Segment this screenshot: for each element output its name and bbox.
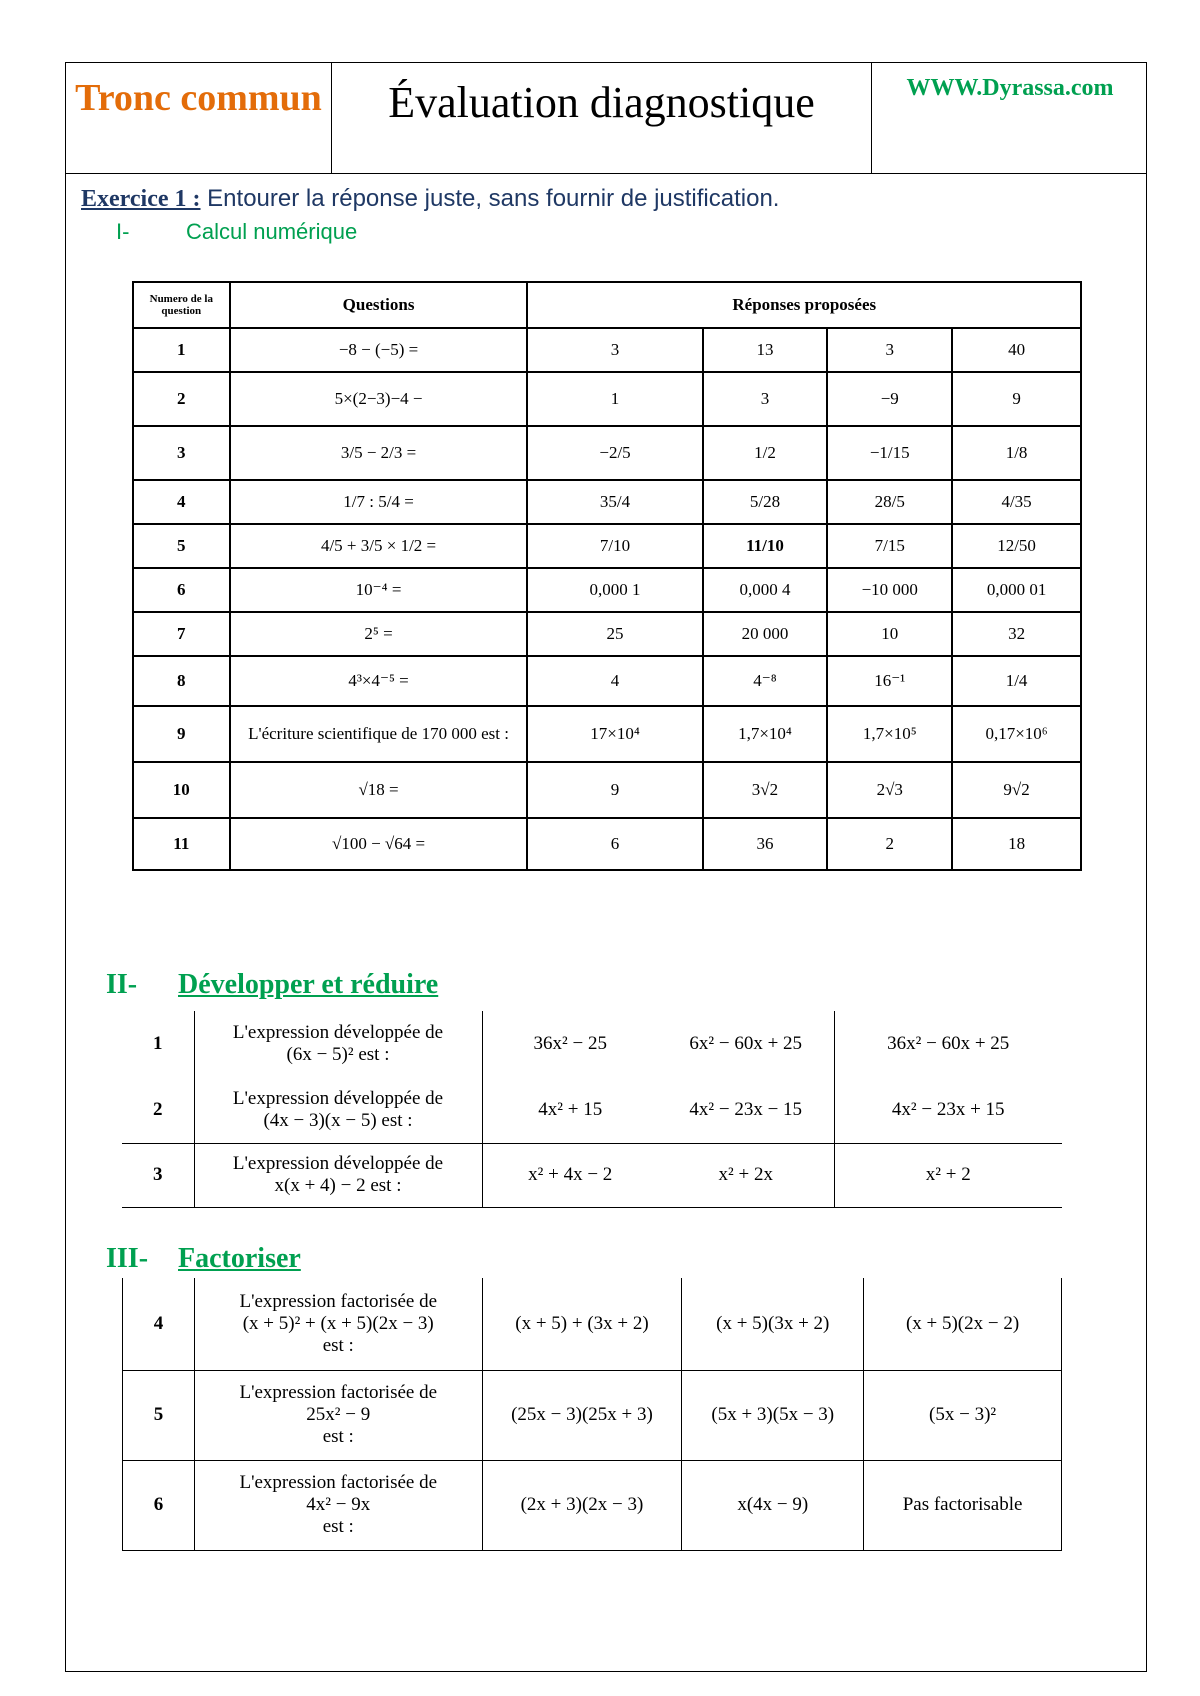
answer-option[interactable]: 18 xyxy=(952,818,1081,870)
answer-option[interactable]: 7/15 xyxy=(827,524,952,568)
answer-option[interactable]: 4x² + 15 xyxy=(482,1077,658,1143)
question-text xyxy=(194,1460,482,1550)
question-text: 4³×4⁻⁵ = xyxy=(230,656,528,706)
question-number: 6 xyxy=(133,568,230,612)
level-label: Tronc commun xyxy=(66,63,332,173)
question-text: √18 = xyxy=(230,762,528,818)
table-row xyxy=(122,1011,1062,1077)
table-row xyxy=(133,612,1081,656)
question-text xyxy=(194,1143,482,1207)
table-row xyxy=(133,426,1081,480)
answer-option[interactable]: −2/5 xyxy=(527,426,702,480)
answer-option[interactable]: Pas factorisable xyxy=(864,1460,1062,1550)
exercise-label: Exercice 1 : xyxy=(81,186,201,212)
answer-option[interactable]: 0,000 1 xyxy=(527,568,702,612)
question-number: 2 xyxy=(153,1098,163,1120)
answer-option[interactable]: 17×10⁴ xyxy=(527,706,702,762)
section2-heading xyxy=(106,969,438,1001)
table-row xyxy=(123,1370,1062,1460)
table-row xyxy=(133,372,1081,426)
answer-option[interactable]: −9 xyxy=(827,372,952,426)
exercise-instruction: Entourer la réponse juste, sans fournir de justification. xyxy=(200,185,780,212)
question-text: 2⁵ = xyxy=(230,612,528,656)
table-row xyxy=(133,818,1081,870)
section3-heading xyxy=(106,1243,301,1275)
answer-option[interactable]: x(4x − 9) xyxy=(682,1460,864,1550)
answer-option[interactable]: 6x² − 60x + 25 xyxy=(689,1033,803,1054)
answer-option[interactable]: 4x² − 23x − 15 xyxy=(689,1098,803,1120)
answer-option[interactable]: 35/4 xyxy=(527,480,702,524)
answer-option[interactable]: 1/4 xyxy=(952,656,1081,706)
answer-option[interactable]: 5/28 xyxy=(703,480,828,524)
answer-option[interactable]: 0,17×10⁶ xyxy=(952,706,1081,762)
answer-option[interactable]: 28/5 xyxy=(827,480,952,524)
question-number: 8 xyxy=(133,656,230,706)
answer-option[interactable]: 3 xyxy=(703,372,828,426)
question-text: L'écriture scientifique de 170 000 est : xyxy=(230,706,528,762)
question-number: 5 xyxy=(123,1370,195,1460)
header-number: Numero de la question xyxy=(133,282,230,328)
question-text: 1/7 : 5/4 = xyxy=(230,480,528,524)
answer-option[interactable]: 36x² − 60x + 25 xyxy=(834,1011,1062,1077)
answer-option[interactable]: 9√2 xyxy=(952,762,1081,818)
answer-option[interactable]: 12/50 xyxy=(952,524,1081,568)
answer-option[interactable]: 1,7×10⁵ xyxy=(827,706,952,762)
site-link[interactable]: WWW.Dyrassa.com xyxy=(906,75,1114,101)
page-header xyxy=(66,63,1146,174)
answer-option[interactable]: 36x² − 25 xyxy=(482,1011,658,1077)
answer-option[interactable]: 10 xyxy=(827,612,952,656)
question-number: 2 xyxy=(133,372,230,426)
section2-number: II- xyxy=(106,969,138,1000)
question-text: 10⁻⁴ = xyxy=(230,568,528,612)
answer-option[interactable]: (2x + 3)(2x − 3) xyxy=(482,1460,682,1550)
answer-option[interactable]: 13 xyxy=(703,328,828,372)
section3-number: III- xyxy=(106,1243,149,1274)
answer-option[interactable]: x² + 2 xyxy=(834,1143,1062,1207)
answer-option[interactable]: 0,000 4 xyxy=(703,568,828,612)
answer-option[interactable]: 3 xyxy=(527,328,702,372)
answer-option[interactable]: (x + 5) + (3x + 2) xyxy=(482,1278,682,1370)
table-row xyxy=(122,1143,1062,1207)
answer-option[interactable]: 7/10 xyxy=(527,524,702,568)
question-text xyxy=(194,1011,482,1077)
question-text xyxy=(194,1278,482,1370)
answer-option[interactable]: (5x + 3)(5x − 3) xyxy=(682,1370,864,1460)
question-number: 1 xyxy=(153,1033,163,1054)
worksheet-page xyxy=(65,62,1147,1672)
section1-title: Calcul numérique xyxy=(186,219,358,244)
answer-option[interactable]: 4⁻⁸ xyxy=(703,656,828,706)
answer-option[interactable]: 32 xyxy=(952,612,1081,656)
answer-option[interactable]: (25x − 3)(25x + 3) xyxy=(482,1370,682,1460)
question-number: 6 xyxy=(123,1460,195,1550)
header-answers: Réponses proposées xyxy=(527,282,1081,328)
answer-option[interactable]: 9 xyxy=(952,372,1081,426)
section1-heading xyxy=(116,219,357,245)
answer-option[interactable]: (5x − 3)² xyxy=(864,1370,1062,1460)
question-line: L'expression factorisée de xyxy=(239,1290,438,1312)
table-row xyxy=(133,480,1081,524)
question-number: 4 xyxy=(123,1278,195,1370)
question-expression: (6x − 5)² est : xyxy=(286,1044,390,1065)
header-questions: Questions xyxy=(230,282,528,328)
answer-option[interactable]: 1,7×10⁴ xyxy=(703,706,828,762)
table-row xyxy=(122,1077,1062,1143)
answer-option[interactable]: 4 xyxy=(527,656,702,706)
table-row xyxy=(133,568,1081,612)
question-text: 5×(2−3)−4 − xyxy=(230,372,528,426)
table-row xyxy=(133,762,1081,818)
answer-option[interactable]: 1/2 xyxy=(703,426,828,480)
question-line: L'expression développée de xyxy=(232,1153,444,1174)
answer-option[interactable]: 40 xyxy=(952,328,1081,372)
answer-option[interactable]: −1/15 xyxy=(827,426,952,480)
question-line: 4x² − 9x xyxy=(306,1494,371,1515)
question-text: −8 − (−5) = xyxy=(230,328,528,372)
table-row xyxy=(133,656,1081,706)
table-row xyxy=(123,1278,1062,1370)
factor-table xyxy=(122,1278,1062,1551)
answer-option[interactable]: 25 xyxy=(527,612,702,656)
answer-option[interactable]: x² + 4x − 2 xyxy=(482,1143,658,1207)
answer-option[interactable]: 4x² − 23x + 15 xyxy=(834,1077,1062,1143)
question-expression: (4x − 3)(x − 5) est : xyxy=(263,1109,413,1131)
question-text: √100 − √64 = xyxy=(230,818,528,870)
answer-option[interactable]: 4/35 xyxy=(952,480,1081,524)
page-title: Évaluation diagnostique xyxy=(332,63,872,173)
answer-option[interactable]: (x + 5)(2x − 2) xyxy=(864,1278,1062,1370)
question-text xyxy=(194,1077,482,1143)
question-line: est : xyxy=(322,1334,354,1356)
answer-option[interactable]: 1/8 xyxy=(952,426,1081,480)
answer-option[interactable]: 11/10 xyxy=(703,524,828,568)
answer-option[interactable]: 3√2 xyxy=(703,762,828,818)
answer-option[interactable]: 20 000 xyxy=(703,612,828,656)
question-number: 4 xyxy=(133,480,230,524)
question-line: L'expression développée de xyxy=(232,1087,444,1109)
develop-table xyxy=(122,1011,1062,1208)
answer-option[interactable]: −10 000 xyxy=(827,568,952,612)
question-number: 9 xyxy=(133,706,230,762)
answer-option[interactable]: 1 xyxy=(527,372,702,426)
calcul-table xyxy=(132,281,1082,871)
answer-option[interactable]: 6 xyxy=(527,818,702,870)
answer-option[interactable]: 3 xyxy=(827,328,952,372)
exercise-heading xyxy=(81,185,779,213)
answer-option[interactable]: 9 xyxy=(527,762,702,818)
question-line: L'expression développée de xyxy=(232,1022,444,1043)
answer-option[interactable]: 2√3 xyxy=(827,762,952,818)
question-expression: x(x + 4) − 2 est : xyxy=(274,1175,402,1196)
table-row xyxy=(133,524,1081,568)
question-number: 1 xyxy=(133,328,230,372)
question-text xyxy=(194,1370,482,1460)
question-line: est : xyxy=(322,1516,354,1537)
question-line: 25x² − 9 xyxy=(306,1404,371,1425)
question-text: 4/5 + 3/5 × 1/2 = xyxy=(230,524,528,568)
answer-option[interactable]: (x + 5)(3x + 2) xyxy=(682,1278,864,1370)
question-number: 11 xyxy=(133,818,230,870)
answer-option[interactable]: x² + 2x xyxy=(658,1143,834,1207)
question-number: 3 xyxy=(133,426,230,480)
table-row xyxy=(123,1460,1062,1550)
table-row xyxy=(133,706,1081,762)
question-number: 5 xyxy=(133,524,230,568)
question-number: 7 xyxy=(133,612,230,656)
section3-title: Factoriser xyxy=(178,1243,301,1274)
question-line: L'expression factorisée de xyxy=(239,1472,438,1493)
question-line: L'expression factorisée de xyxy=(239,1382,438,1403)
answer-option[interactable]: 16⁻¹ xyxy=(827,656,952,706)
question-line: (x + 5)² + (x + 5)(2x − 3) xyxy=(242,1312,434,1334)
table-header-row xyxy=(133,282,1081,328)
section1-number: I- xyxy=(116,219,130,244)
answer-option[interactable]: 0,000 01 xyxy=(952,568,1081,612)
answer-option[interactable]: 36 xyxy=(703,818,828,870)
question-line: est : xyxy=(322,1426,354,1447)
question-number: 3 xyxy=(122,1143,194,1207)
section2-title: Développer et réduire xyxy=(178,969,439,1000)
answer-option[interactable]: 2 xyxy=(827,818,952,870)
question-number: 10 xyxy=(133,762,230,818)
table-row xyxy=(133,328,1081,372)
question-text: 3/5 − 2/3 = xyxy=(230,426,528,480)
